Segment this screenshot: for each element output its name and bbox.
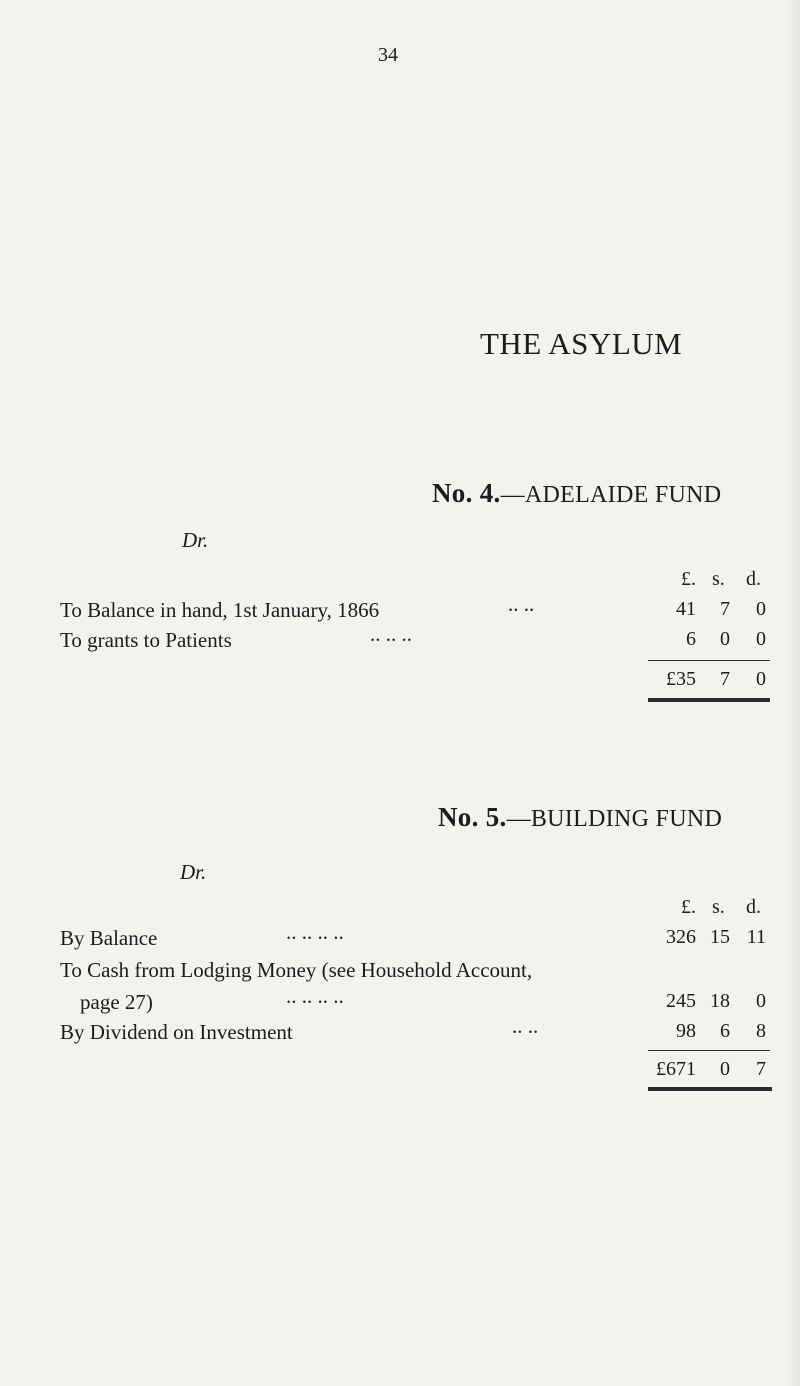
fund-4-double-rule	[648, 698, 770, 702]
fund-4-entry-2-shillings: 0	[720, 628, 730, 650]
fund-5-entry-3-shillings: 6	[720, 1020, 730, 1042]
fund-5-total-shillings: 0	[720, 1058, 730, 1080]
fund-4-col-shillings: s.	[712, 568, 725, 590]
fund-5-total-pounds: £671	[656, 1058, 696, 1080]
fund-4-entry-1-pounds: 41	[676, 598, 696, 620]
fund-5-entry-2-label-cont: page 27)	[80, 990, 153, 1014]
fund-4-entry-2-leader: .. .. ..	[370, 622, 412, 646]
fund-4-number: No. 4.	[432, 478, 501, 508]
fund-4-entry-1-pence: 0	[756, 598, 766, 620]
fund-4-col-pounds: £.	[681, 568, 696, 590]
fund-5-entry-2-leader: .. .. .. ..	[286, 984, 344, 1008]
fund-5-entry-3-pence: 8	[756, 1020, 766, 1042]
fund-4-entry-1-leader: .. ..	[508, 592, 535, 616]
fund-4-entry-1-label: To Balance in hand, 1st January, 1866	[60, 598, 380, 622]
fund-5-entry-2-label: To Cash from Lodging Money (see Household Account,	[60, 958, 533, 982]
fund-5-entry-3-leader: .. ..	[512, 1014, 539, 1038]
fund-5-entry-2-pounds: 245	[666, 990, 696, 1012]
fund-5-sum-rule	[648, 1050, 770, 1051]
fund-4-name: —ADELAIDE FUND	[500, 482, 722, 508]
fund-5-total-pence: 7	[756, 1058, 766, 1080]
fund-4-title	[432, 478, 721, 509]
fund-4-debit-label: Dr.	[182, 528, 209, 552]
page-edge-shadow	[786, 0, 800, 1386]
fund-4-col-pence: d.	[746, 568, 761, 590]
fund-5-number: No. 5.	[438, 802, 507, 832]
fund-4-total-pence: 0	[756, 668, 766, 690]
fund-5-entry-3-pounds: 98	[676, 1020, 696, 1042]
fund-4-entry-2-pounds: 6	[686, 628, 696, 650]
fund-5-entry-1-label: By Balance	[60, 926, 158, 950]
fund-5-double-rule	[648, 1087, 772, 1091]
fund-5-entry-2-shillings: 18	[710, 990, 730, 1012]
fund-5-debit-label: Dr.	[180, 860, 207, 884]
page-number: 34	[378, 44, 398, 66]
fund-5-entry-2-pence: 0	[756, 990, 766, 1012]
fund-5-entry-3-label: By Dividend on Investment	[60, 1020, 293, 1044]
fund-5-entry-1-pounds: 326	[666, 926, 696, 948]
fund-5-title	[438, 802, 722, 833]
fund-5-entry-1-pence: 11	[746, 926, 766, 948]
fund-4-sum-rule	[648, 660, 770, 661]
fund-4-entry-1-shillings: 7	[720, 598, 730, 620]
fund-5-entry-1-leader: .. .. .. ..	[286, 920, 344, 944]
fund-5-name: —BUILDING FUND	[506, 806, 723, 832]
fund-4-entry-2-pence: 0	[756, 628, 766, 650]
fund-4-total-shillings: 7	[720, 668, 730, 690]
fund-5-col-shillings: s.	[712, 896, 725, 918]
fund-4-entry-2-label: To grants to Patients	[60, 628, 232, 652]
running-title: THE ASYLUM	[480, 326, 683, 361]
fund-5-col-pence: d.	[746, 896, 761, 918]
fund-4-total-pounds: £35	[666, 668, 696, 690]
fund-5-entry-1-shillings: 15	[710, 926, 730, 948]
fund-5-col-pounds: £.	[681, 896, 696, 918]
